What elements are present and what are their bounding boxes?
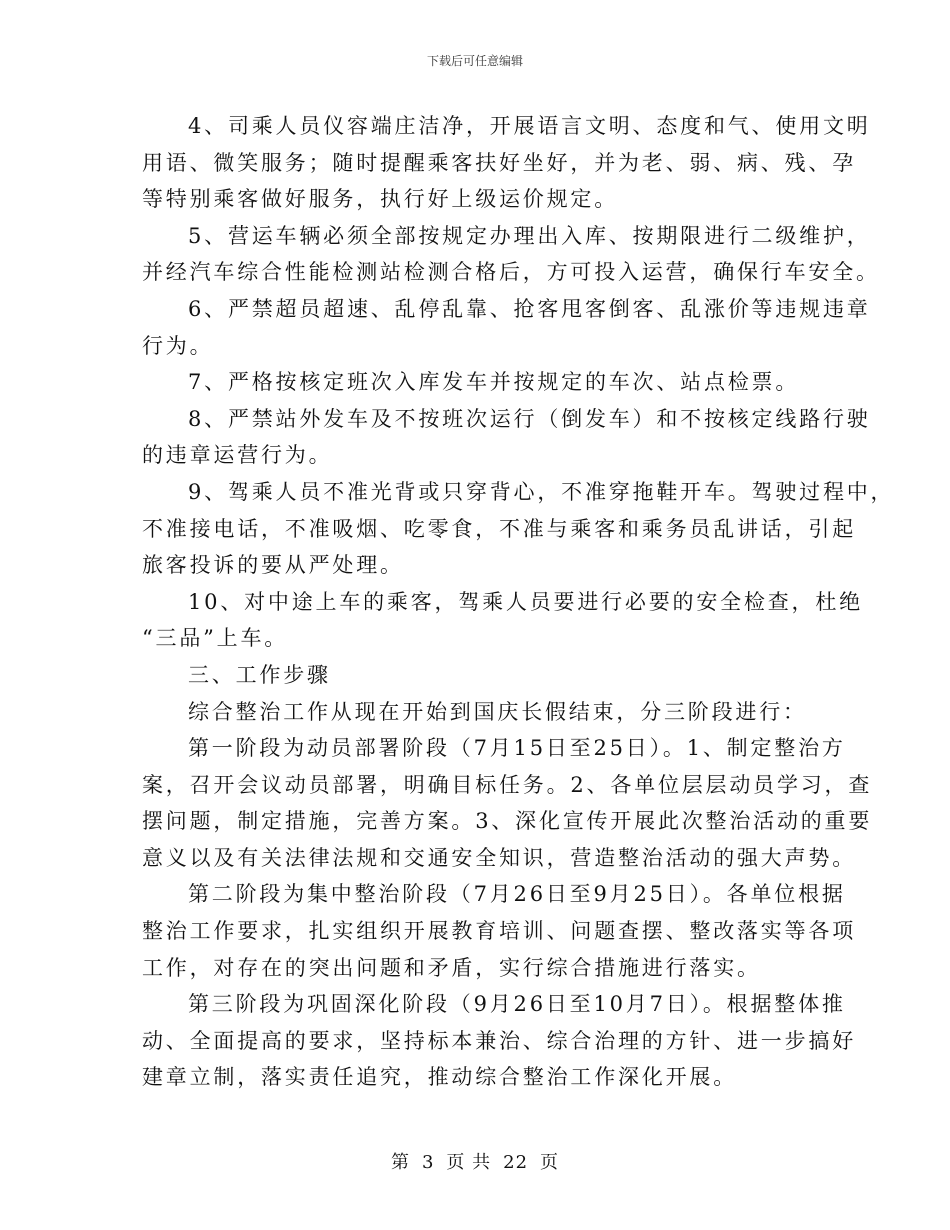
- text-line: 4、司乘人员仪容端庄洁净，开展语言文明、态度和气、使用文明: [188, 114, 871, 138]
- paragraph-stage-2: [142, 876, 856, 986]
- text-line: 9、驾乘人员不准光背或只穿背心，不准穿拖鞋开车。驾驶过程中，: [188, 479, 895, 504]
- text-line: 动、全面提高的要求，坚持标本兼治、综合治理的方针、进一步搞好: [142, 1028, 856, 1053]
- paragraph-item-4: [142, 108, 871, 218]
- paragraph-item-5: [142, 218, 880, 291]
- text-line: 行为。: [142, 333, 214, 358]
- text-line: 第二阶段为集中整治阶段（7月26日至9月25日）。各单位根据: [188, 882, 846, 907]
- paragraph-item-6: [142, 291, 871, 364]
- text-line: 不准接电话，不准吸烟、吃零食，不准与乘客和乘务员乱讲话，引起: [142, 516, 856, 541]
- text-line: 意义以及有关法律法规和交通安全知识，营造整治活动的强大声势。: [142, 845, 856, 870]
- paragraph-item-9: [142, 474, 895, 584]
- page-header: 下载后可任意编辑: [426, 54, 523, 68]
- text-line: 5、营运车辆必须全部按规定办理出入库、按期限进行二级维护，: [188, 223, 871, 248]
- text-line: 工作，对存在的突出问题和矛盾，实行综合措施进行落实。: [142, 955, 761, 980]
- text-line: 6、严禁超员超速、乱停乱靠、抢客甩客倒客、乱涨价等违规违章: [188, 296, 871, 321]
- text-line: 第三阶段为巩固深化阶段（9月26日至10月7日）。根据整体推: [188, 992, 846, 1017]
- text-line: 7、严格按核定班次入库发车并按规定的车次、站点检票。: [188, 370, 800, 395]
- footer-prefix: 第: [390, 1152, 410, 1173]
- paragraph-item-7: [142, 364, 810, 401]
- text-line: 摆问题，制定措施，完善方案。3、深化宣传开展此次整治活动的重要: [142, 809, 873, 834]
- page-footer: [0, 1148, 950, 1174]
- footer-middle: 页 共: [446, 1152, 492, 1173]
- section-heading: [142, 657, 810, 694]
- paragraph-intro: [142, 694, 810, 731]
- paragraph-stage-3: [142, 986, 856, 1096]
- current-page-number: 3: [421, 1152, 435, 1173]
- text-line: 案，召开会议动员部署，明确目标任务。2、各单位层层动员学习，查: [142, 772, 873, 797]
- text-line: 并经汽车综合性能检测站检测合格后，方可投入运营，确保行车安全。: [142, 260, 880, 285]
- text-line: 旅客投诉的要从严处理。: [142, 553, 404, 578]
- text-line: 8、严禁站外发车及不按班次运行（倒发车）和不按核定线路行驶: [188, 406, 871, 431]
- text-line: 第一阶段为动员部署阶段（7月15日至25日）。1、制定整治方: [188, 736, 846, 761]
- text-line: 的违章运营行为。: [142, 443, 333, 468]
- text-line: 三、工作步骤: [188, 662, 331, 687]
- text-line: 综合整治工作从现在开始到国庆长假结束，分三阶段进行：: [188, 699, 807, 724]
- text-line: 建章立制，落实责任追究，推动综合整治工作深化开展。: [142, 1065, 737, 1090]
- paragraph-item-8: [142, 401, 871, 474]
- text-line: 整治工作要求，扎实组织开展教育培训、问题查摆、整改落实等各项: [142, 919, 856, 944]
- document-body: [142, 108, 895, 1096]
- text-line: 10、对中途上车的乘客，驾乘人员要进行必要的安全检查，杜绝: [188, 589, 863, 614]
- paragraph-stage-1: [142, 730, 873, 876]
- paragraph-item-10: [142, 584, 863, 657]
- text-line: 等特别乘客做好服务，执行好上级运价规定。: [142, 187, 618, 212]
- footer-suffix: 页: [540, 1152, 560, 1173]
- text-line: “三品”上车。: [142, 626, 289, 651]
- total-pages-number: 22: [503, 1152, 529, 1173]
- text-line: 用语、微笑服务；随时提醒乘客扶好坐好，并为老、弱、病、残、孕: [142, 150, 856, 175]
